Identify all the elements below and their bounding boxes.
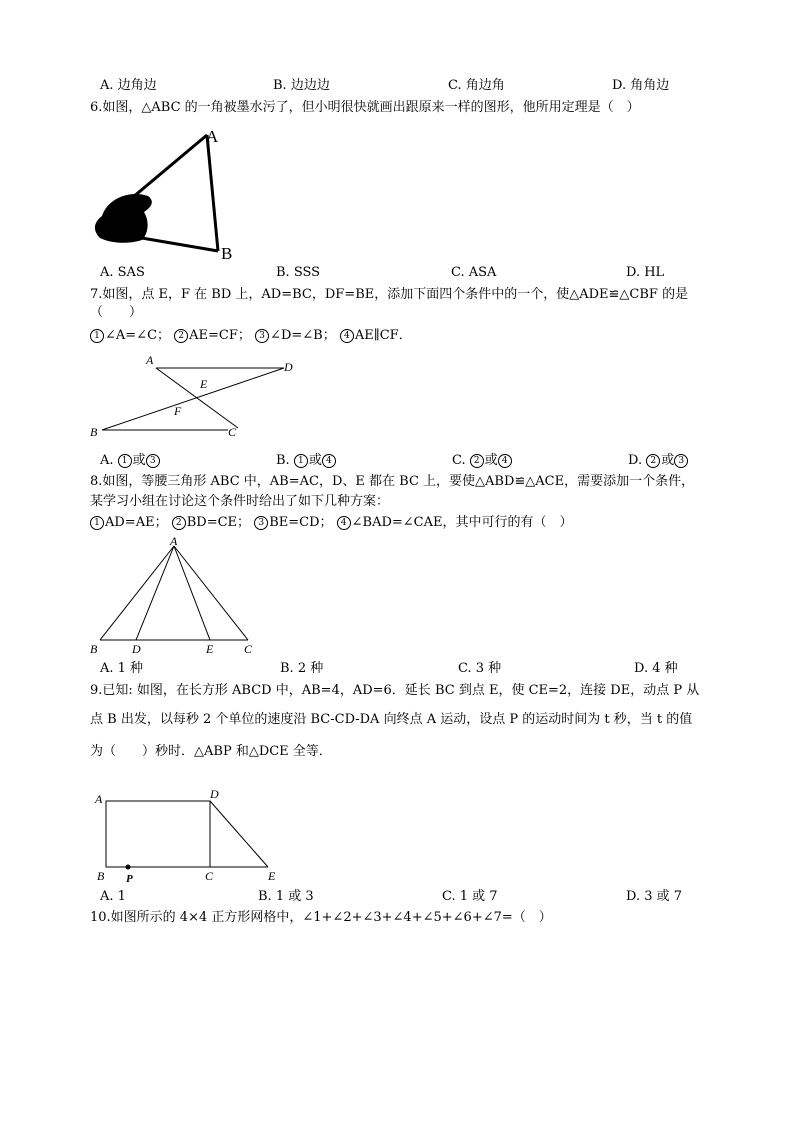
q7-option-c[interactable] xyxy=(452,453,513,469)
q6-label-a: A xyxy=(206,127,219,146)
q7-label-e: E xyxy=(200,377,208,391)
q7-cond-3-num: 3 xyxy=(255,329,269,343)
q8-option-b[interactable]: B. 2 种 xyxy=(280,661,324,676)
q8-cond-3-text: BE=CD； xyxy=(269,515,333,530)
q7-cond-2-num: 2 xyxy=(174,329,188,343)
q8-option-d[interactable]: D. 4 种 xyxy=(634,661,678,676)
q8-label-e: E xyxy=(206,642,214,656)
q9-line1: 9.已知: 如图，在长方形 ABCD 中，AB=4，AD=6．延长 BC 到点 E，使 CE=2，连接 DE，动点 P 从 xyxy=(90,683,700,698)
q8-figure xyxy=(88,534,268,658)
q7-option-d-n2: 3 xyxy=(674,454,688,468)
q8-label-c: C xyxy=(244,642,253,656)
q7-option-c-mid: 或 xyxy=(484,453,498,468)
q8-segment-ad xyxy=(136,546,174,640)
q8-option-a[interactable]: A. 1 种 xyxy=(100,661,144,676)
q7-label-a: A xyxy=(146,353,154,367)
q7-option-b-n2: 4 xyxy=(322,454,336,468)
q7-option-c-n2: 4 xyxy=(498,454,512,468)
q6-side-ab xyxy=(207,135,218,251)
q7-option-d-prefix: D. xyxy=(628,453,643,468)
q7-option-a-n1: 1 xyxy=(118,454,132,468)
q7-option-b-prefix: B. xyxy=(276,453,290,468)
q9-point-p xyxy=(126,865,131,870)
q7-option-d-n1: 2 xyxy=(646,454,660,468)
q9-option-b[interactable]: B. 1 或 3 xyxy=(258,889,314,904)
q7-cond-4-num: 4 xyxy=(340,329,354,343)
q7-cond-1-num: 1 xyxy=(90,329,104,343)
q5-option-c[interactable]: C. 角边角 xyxy=(448,78,505,93)
q8-conditions xyxy=(90,515,573,531)
q9-line3: 为（ ）秒时．△ABP 和△DCE 全等． xyxy=(90,744,332,759)
q8-label-a: A xyxy=(170,534,178,548)
q7-label-c: C xyxy=(228,425,237,439)
q6-ink-blot xyxy=(95,194,152,243)
q7-cond-1-text: ∠A=∠C； xyxy=(105,328,171,343)
q9-option-d[interactable]: D. 3 或 7 xyxy=(626,889,683,904)
q6-option-a[interactable]: A. SAS xyxy=(100,265,145,280)
q9-label-p: P xyxy=(126,873,133,885)
q7-conditions xyxy=(90,328,412,344)
q6-stem: 6.如图，△ABC 的一角被墨水污了，但小明很快就画出跟原来一样的图形，他所用定理是（ ） xyxy=(90,100,640,115)
q7-figure xyxy=(88,350,308,442)
q5-option-b[interactable]: B. 边边边 xyxy=(273,78,330,93)
q9-label-b: B xyxy=(97,869,105,883)
q8-cond-2-text: BD=CE； xyxy=(186,515,251,530)
q5-option-d[interactable]: D. 角角边 xyxy=(612,78,670,93)
q8-label-d: D xyxy=(132,642,141,656)
q9-label-d: D xyxy=(210,787,219,801)
q7-option-b[interactable] xyxy=(276,453,337,469)
q8-side-ab xyxy=(100,546,174,640)
q7-label-f: F xyxy=(174,404,182,418)
q8-label-b: B xyxy=(90,642,98,656)
q8-cond-2-num: 2 xyxy=(172,516,186,530)
q7-option-a[interactable] xyxy=(100,453,161,469)
q8-side-ac xyxy=(174,546,248,640)
q7-option-c-n1: 2 xyxy=(470,454,484,468)
q9-label-a: A xyxy=(95,792,103,806)
q9-figure xyxy=(88,786,288,886)
q9-label-e: E xyxy=(268,869,276,883)
q7-cond-4-text: AE∥CF． xyxy=(354,328,412,343)
q7-cond-3-text: ∠D=∠B； xyxy=(270,328,336,343)
q8-cond-4-num: 4 xyxy=(337,516,351,530)
q7-label-d: D xyxy=(284,360,293,374)
q7-option-a-mid: 或 xyxy=(132,453,146,468)
q8-segment-ae xyxy=(174,546,210,640)
q6-option-b[interactable]: B. SSS xyxy=(276,265,321,280)
q8-stem-line2: 某学习小组在讨论这个条件时给出了如下几种方案： xyxy=(90,494,390,509)
q8-cond-4-text: ∠BAD=∠CAE，其中可行的有（ ） xyxy=(351,515,573,530)
q7-segment-bd xyxy=(102,368,284,430)
q9-label-c: C xyxy=(205,869,214,883)
q10-stem: 10.如图所示的 4×4 正方形网格中，∠1+∠2+∠3+∠4+∠5+∠6+∠7=（ ） xyxy=(90,910,552,925)
q7-option-d-mid: 或 xyxy=(661,453,675,468)
q9-rectangle-abcd xyxy=(106,801,210,867)
q7-stem-line2: （ ） xyxy=(90,305,143,320)
q7-option-b-mid: 或 xyxy=(308,453,322,468)
q8-option-c[interactable]: C. 3 种 xyxy=(458,661,502,676)
q7-option-d[interactable] xyxy=(628,453,689,469)
q8-cond-1-text: AD=AE； xyxy=(105,515,168,530)
q9-segment-de xyxy=(210,801,268,867)
q7-option-b-n1: 1 xyxy=(294,454,308,468)
q7-cond-2-text: AE=CF； xyxy=(189,328,251,343)
q9-line2: 点 B 出发，以每秒 2 个单位的速度沿 BC-CD-DA 向终点 A 运动，设点 P 的运动时间为 t 秒，当 t 的值 xyxy=(90,712,693,727)
q7-option-c-prefix: C. xyxy=(452,453,466,468)
q6-option-d[interactable]: D. HL xyxy=(626,265,665,280)
q6-label-b: B xyxy=(221,244,233,263)
q7-option-a-n2: 3 xyxy=(146,454,160,468)
q7-stem-line1: 7.如图，点 E，F 在 BD 上，AD=BC，DF=BE，添加下面四个条件中的一个，使△ADE≌△CBF 的是 xyxy=(90,287,689,302)
q5-option-a[interactable]: A. 边角边 xyxy=(100,78,157,93)
q8-cond-3-num: 3 xyxy=(254,516,268,530)
q6-option-c[interactable]: C. ASA xyxy=(451,265,497,280)
q8-stem-line1: 8.如图，等腰三角形 ABC 中，AB=AC，D、E 都在 BC 上，要使△ABD≌△ACE，需要添加一个条件， xyxy=(90,474,695,489)
q6-figure xyxy=(90,118,250,268)
q9-option-a[interactable]: A. 1 xyxy=(100,889,126,904)
q7-option-a-prefix: A. xyxy=(100,453,114,468)
q7-label-b: B xyxy=(90,425,98,439)
q9-option-c[interactable]: C. 1 或 7 xyxy=(442,889,498,904)
q8-cond-1-num: 1 xyxy=(90,516,104,530)
